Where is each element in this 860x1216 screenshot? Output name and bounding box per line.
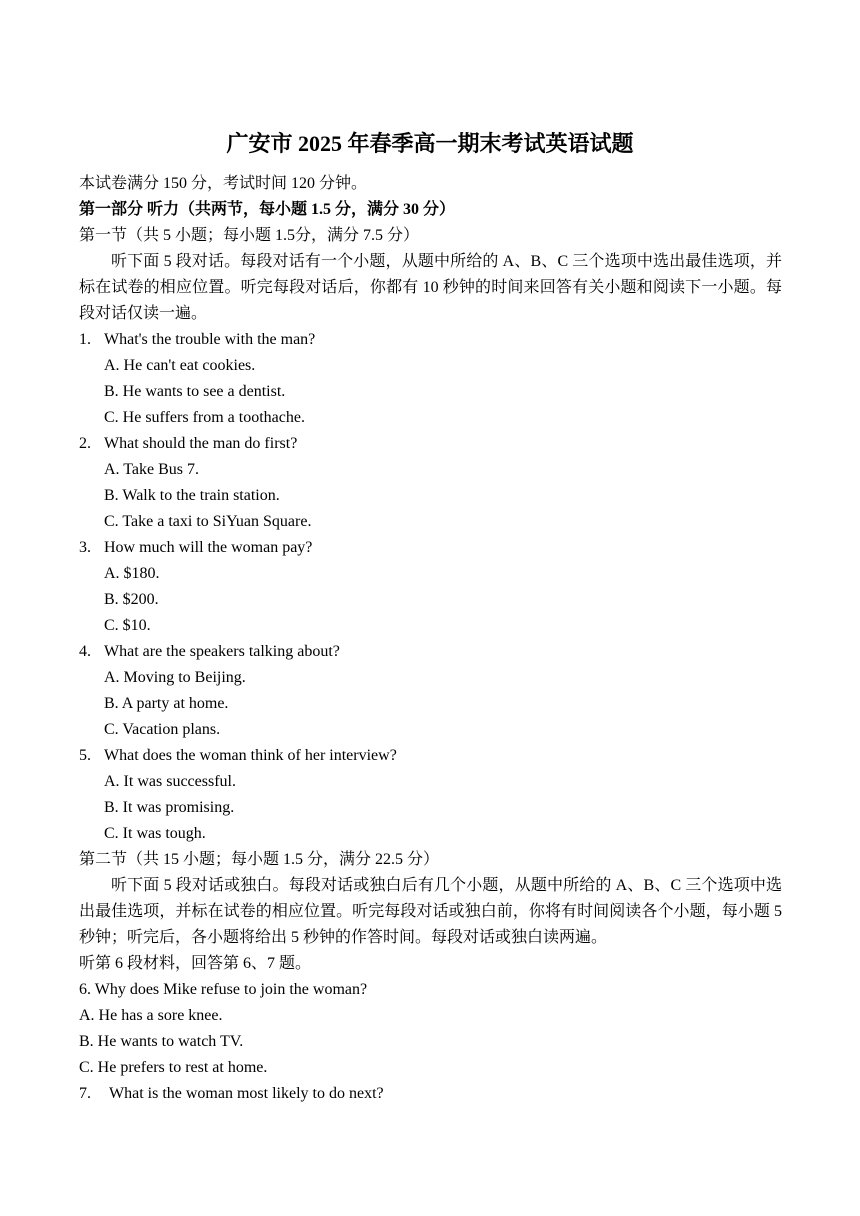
material-label: 听第 6 段材料，回答第 6、7 题。 [79,955,312,972]
option-c: C. It was tough. [104,825,206,842]
question-text: 6. Why does Mike refuse to join the woman? [79,981,368,998]
question-number: 1. [79,331,91,348]
option-b: B. He wants to see a dentist. [104,383,286,400]
question-text: What does the woman think of her interview? [104,747,397,764]
question-number: 3. [79,539,91,556]
option-c: C. He prefers to rest at home. [79,1059,268,1076]
question-number: 5. [79,747,91,764]
option-b: B. A party at home. [104,695,229,712]
question-3 [79,535,782,639]
option-b: B. $200. [104,591,159,608]
option-a: A. Moving to Beijing. [104,669,246,686]
option-c: C. $10. [104,617,151,634]
question-2 [79,431,782,535]
question-number: 7. [79,1085,91,1102]
option-b: B. He wants to watch TV. [79,1033,244,1050]
option-a: A. He can't eat cookies. [104,357,256,374]
question-7 [79,1081,782,1107]
option-b: B. It was promising. [104,799,235,816]
page-title: 广安市 2025 年春季高一期末考试英语试题 [226,131,634,156]
option-c: C. Vacation plans. [104,721,221,738]
question-text: What should the man do first? [104,435,298,452]
option-a: A. It was successful. [104,773,236,790]
option-c: C. Take a taxi to SiYuan Square. [104,513,312,530]
option-c: C. He suffers from a toothache. [104,409,305,426]
question-number: 2. [79,435,91,452]
section2-heading: 第二节（共 15 小题；每小题 1.5 分，满分 22.5 分） [79,851,440,868]
question-4 [79,639,782,743]
question-5 [79,743,782,847]
question-6 [79,977,782,1081]
section1-heading: 第一节（共 5 小题；每小题 1.5分，满分 7.5 分） [79,227,420,244]
exam-content [79,171,782,1107]
option-a: A. He has a sore knee. [79,1007,223,1024]
question-text: How much will the woman pay? [104,539,313,556]
question-text: What are the speakers talking about? [104,643,340,660]
question-number: 4. [79,643,91,660]
exam-intro: 本试卷满分 150 分，考试时间 120 分钟。 [79,175,368,192]
question-1 [79,327,782,431]
part1-heading: 第一部分 听力（共两节，每小题 1.5 分，满分 30 分） [79,201,456,218]
option-a: A. $180. [104,565,160,582]
option-b: B. Walk to the train station. [104,487,280,504]
question-text: What is the woman most likely to do next? [109,1085,384,1102]
option-a: A. Take Bus 7. [104,461,200,478]
section2-instructions: 听下面 5 段对话或独白。每段对话或独白后有几个小题，从题中所给的 A、B、C 三个选项中选出最佳选项，并标在试卷的相应位置。听完每段对话或独白前，你将有时间阅读各个小题，每小题 5 秒钟；听完后，各小题将给出 5 秒钟的作答时间。每段对话或独白读两遍。 [79,877,782,946]
question-text: What's the trouble with the man? [104,331,316,348]
section1-instructions: 听下面 5 段对话。每段对话有一个小题，从题中所给的 A、B、C 三个选项中选出最佳选项，并标在试卷的相应位置。听完每段对话后，你都有 10 秒钟的时间来回答有关小题和阅读下一小题。每段对话仅读一遍。 [79,253,782,322]
